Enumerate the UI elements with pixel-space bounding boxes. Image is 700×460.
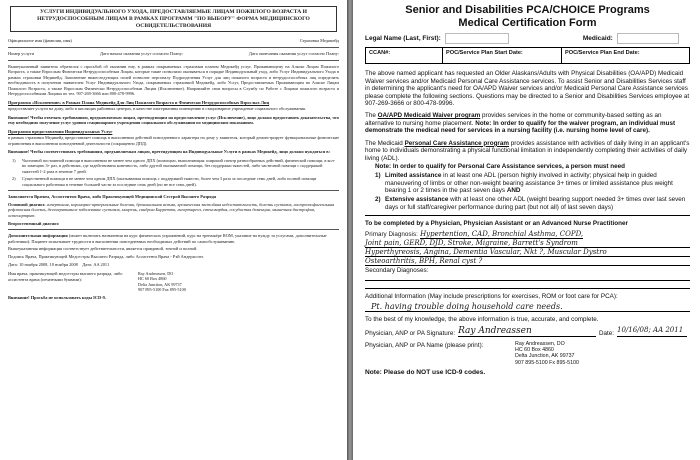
requirement-and: AND bbox=[506, 187, 521, 195]
legal-name-label: Legal Name (Last, First): bbox=[365, 35, 441, 42]
additional-info-handwriting[interactable]: Pt. having trouble doing household care needs. bbox=[365, 302, 690, 312]
date-field[interactable] bbox=[617, 326, 687, 337]
left-poc-end-label: Дата окончания оказания услуг согласно Плану: bbox=[248, 50, 339, 56]
ccan-table bbox=[365, 47, 690, 64]
left-stamp-line: Delta Junction, AK 99737 bbox=[138, 281, 182, 287]
left-document-page bbox=[0, 0, 347, 460]
primary-diagnosis-handwriting: Osteoarthritis, BPH, Renal cyst ? bbox=[365, 257, 690, 266]
requirement-text bbox=[385, 196, 690, 211]
primary-diagnosis-handwriting: Hypertention, CAD, Bronchial Asthma, COPD, bbox=[420, 229, 584, 238]
left-name-row bbox=[8, 38, 339, 44]
pca-note: Note: In order to qualify for Personal Care Assistance services, a person must need bbox=[375, 162, 625, 170]
date-label: Date: bbox=[598, 329, 614, 337]
legal-name-field[interactable] bbox=[445, 33, 509, 44]
primary-diagnosis-handwriting: Joint pain, GERD, DJD, Stroke, Migraine, Barrett's Syndrom bbox=[365, 239, 690, 248]
left-primary-diagnosis bbox=[8, 202, 339, 219]
date-handwriting: 10/16/08; AA 2011 bbox=[617, 325, 684, 334]
requirement-number: 2) bbox=[375, 195, 381, 203]
left-stamp-row bbox=[8, 271, 339, 292]
left-divider bbox=[8, 229, 339, 230]
name-print-label: Physician, ANP or PA Name (please print): bbox=[365, 341, 484, 349]
left-sign-name: Рэй Андерассен. bbox=[172, 254, 204, 260]
requirement-item bbox=[375, 172, 690, 195]
section-divider bbox=[365, 288, 690, 289]
stamp-line: HC 60 Box 4860 bbox=[515, 346, 554, 353]
left-sign-label: Подпись Врача, Практикующей Медсестры Высшего Разряда, либо Ассистента Врача - bbox=[8, 254, 172, 260]
form-title: Senior and Disabilities PCA/CHOICE Programs bbox=[405, 4, 650, 16]
waiver-text: provides services in the home or community-based setting as an alternative to nursing home placement. bbox=[365, 111, 662, 127]
left-item-text: Частичной постоянной помощи в выполнении не менее чем одного ДПХ (помощью, выполняющая: широкий спектр разнообразных действий, физической помощи, в кол-во замещать 3+ раз, в действиях, где задействована конечность, либо другой оказываемой помощи, без поддержки тяжестей, либо частичной помощи с поддержкой тяжестей 1-2 раза в течение 7 дней. bbox=[22, 157, 336, 174]
primary-diagnosis-label: Primary Diagnosis: bbox=[365, 230, 418, 238]
left-name-label: Официальное имя (фамилия, имя) bbox=[8, 38, 72, 44]
pca-text: provides assistance with activities of daily living in an applicant's home to individuals demonstrating a physical functional limitation in independently completing their activities of daily living (ADL). bbox=[365, 139, 690, 162]
left-list-item: 1) Частичной постоянной помощи в выполнении не менее чем одного ДПХ (помощью, выполняющая: широкий спектр разнообразных действий, физической помощи, в кол-во замещать 3+ раз, в действиях, где задействована конечность, либо другой оказываемой помощи, без поддержки тяжестей, либо частичной помощи с поддержкой тяжестей 1-2 раза в течение 7 дней. bbox=[12, 158, 339, 175]
medicaid-field[interactable] bbox=[617, 33, 679, 44]
stamp-line: Delta Junction, AK 99737 bbox=[515, 353, 575, 360]
left-diag-label: Основной диагноз: bbox=[8, 201, 46, 207]
pca-prefix: The Medicaid bbox=[365, 139, 403, 147]
pca-paragraph bbox=[365, 140, 690, 170]
waiver-note: Note: In order to qualify for the waiver program, an individual must demonstrate the medical need for services in a nursing facility (i.e. nursing home level of care). bbox=[365, 119, 676, 135]
primary-diagnosis-field[interactable] bbox=[365, 230, 690, 266]
requirement-detail: in at least one ADL (person highly involved in activity; physical help in guided maneuvering of limbs or other non-weight bearing assistance 3+ times or limited assistance plus weight bearing 1 or 2 times in the past seven days bbox=[385, 172, 673, 195]
left-pca-text: в рамках страховки Медикейд предоставляет помощь в выполнении действий повседневного характера на дому у заявителя, который демонстрирует функциональные физические ограничения в выполнении повседневной деятельности (сокращенно ДПД). bbox=[8, 135, 339, 146]
poc-end-label: POC/Service Plan End Date: bbox=[565, 50, 640, 56]
certify-statement: To the best of my knowledge, the above information is true, accurate, and complete. bbox=[365, 315, 599, 323]
signature-handwriting: Ray Andreassen bbox=[458, 325, 532, 336]
left-stamp-line: HC 60 Box 4860 bbox=[138, 276, 167, 282]
pca-program-name: Personal Care Assistance program bbox=[404, 139, 509, 147]
requirement-item bbox=[375, 196, 690, 211]
left-sign-line bbox=[8, 254, 339, 260]
left-poc-label: Дата начала оказания услуг согласно Плану: bbox=[99, 50, 183, 56]
medicaid-label: Medicaid: bbox=[582, 35, 613, 42]
left-heading-pca: Программа предоставления Индивидуальных Услуг bbox=[8, 128, 113, 134]
left-waiver-note: Внимание! Чтобы отвечать требованиям, предъявляемым лицам, претендующим на предоставление услуг (Исключение), лицо должно предоставить доказательства, что ему необходимо получение услуг уровня стационарного учреждения социального обслуживания по медицинским показаниям. bbox=[8, 114, 339, 126]
left-medicaid-label: Страховка Медикейд bbox=[299, 38, 339, 44]
secondary-diagnosis-label: Secondary Diagnoses: bbox=[365, 266, 429, 274]
form-subtitle: Medical Certification Form bbox=[458, 17, 597, 29]
left-date-suffix: Дата: AA 2011 bbox=[82, 261, 110, 267]
left-stamp-line: 907 895-5100 Fax 895-5100 bbox=[138, 286, 186, 292]
left-extra-text: (может включать назначения на курс физических упражнений, курс на тренажёре ROM, указание на нужду за услугами, дополнительные работники): Пациент испытывает трудности в выполнении повседневных необходимых действий по самообслуживанию. bbox=[8, 233, 327, 244]
left-certify: Вышеуказанная информация соответствует действительности, является правдивой, точной и полной. bbox=[8, 246, 198, 252]
left-divider bbox=[8, 47, 339, 48]
ccan-cell bbox=[366, 48, 443, 63]
left-heading-waiver: Программа «Исключение» в Рамках Плана Медикейд Для Лиц Пожилого Возраста и Физически Нетрудоспособных Взрослых Лиц bbox=[8, 99, 270, 105]
signature-field[interactable] bbox=[458, 326, 596, 337]
left-stamp-line: Ray Andreassen, DO bbox=[138, 271, 174, 277]
left-title-box bbox=[10, 6, 337, 32]
left-secondary-diagnosis: Второстепенный диагноз: bbox=[8, 220, 60, 226]
requirement-bold: Extensive assistance bbox=[385, 195, 449, 203]
left-intro: Вышеуказанный заявитель обратился с просьбой об оказании ему, в рамках покрываемых страховым планом Медикейд услуг, Проживающему на Аляске Лицам Пожилого Возраста, а также Взрослым Физически Нетрудоспособным Лицам, которые такие позволили оказываться в порядке Индивидуальный уход, либо Услуг Индивидуального Ухода в рамках страховки Медикейд. Заполнение нижеследующих полей позволит персоналу Подразделения Услуг для лиц пожилого возраста и нетрудоспособных лиц определить необходимость в получении заявителем Услуг Индивидуального Ухода, покрываемых страховкой Медикейд, либо Услуг, Предоставляемых Проживающим на Аляске Лицам Пожилого Возраста, а также Взрослым Физически Нетрудоспособным Лицам (Исключение). Направляйте свои вопросы в Службу по Работе с Лицами пожилого возраста и Нетрудоспособными Лицами по тел. 907-269-3666 или 800-478-9996. bbox=[8, 63, 339, 97]
completed-by-heading: To be completed by a Physician, Physician Assistant or an Advanced Nurse Practitioner bbox=[365, 220, 628, 228]
section-divider bbox=[365, 215, 690, 216]
requirement-text bbox=[385, 172, 690, 195]
signature-row bbox=[365, 326, 690, 337]
left-diag-text: гипертония, коронарно-артериальные болезни, бронхиальная астма, хроническая застойная недостаточность, болезнь суставов, гастроэзофагеальная рефлюксная болезнь, дегенеративное заболевание суставов, мигрень, синдром Барретта, гипертиреоз, стенокардия, сосудистая деменция, мышечная дистрофия, остеоартрит. bbox=[8, 201, 335, 219]
poc-start-label: POC/Service Plan Start Date: bbox=[446, 50, 523, 56]
left-date-text: Дата: 10 ноября 2008, 10 ноября 2008 bbox=[8, 261, 78, 267]
stamp-line: 907 895-5100 Fx 895-5100 bbox=[515, 359, 579, 366]
left-doctor-line: Заполняется Врачом, Ассистентом Врача, либо Практикующей Медицинской Сестрой Высшего Разряда bbox=[8, 194, 217, 200]
legal-name-row bbox=[365, 33, 690, 44]
requirement-detail: with at least one other ADL (weight bearing support needed 3+ times over last seven days or full staff/caregiver performance during part (but not all) of last seven days) bbox=[385, 195, 686, 211]
left-extra-label: Дополнительная информация bbox=[8, 233, 68, 239]
waiver-program-name: OA/APD Medicaid Waiver program bbox=[377, 111, 481, 119]
left-stamp bbox=[138, 271, 186, 292]
left-note: Внимание! Просьба не использовать коды ICD-9. bbox=[8, 295, 106, 301]
ccan-label: CCAN#: bbox=[369, 50, 391, 56]
requirement-bold: Limited assistance bbox=[385, 172, 442, 180]
left-list-item: 2) Существенной помощи в не менее чем одном ДПХ (оказываемая помощь с поддержкой тяжести, более чем 3 раза за последние семь дней, либо полной помощи социального работника в течение большей части за последние семь дней (но не все семь дней). bbox=[12, 176, 339, 187]
poc-start-cell bbox=[443, 48, 562, 63]
waiver-prefix: The bbox=[365, 111, 376, 119]
left-ccan-row bbox=[8, 51, 339, 57]
name-print-field[interactable] bbox=[486, 339, 687, 349]
primary-diagnosis-handwriting: Hyperthyreosis, Angina, Dementia Vascular, Nkt ?, Muscular Dystro bbox=[365, 248, 690, 257]
stamp-line: Ray Andreassen, DO bbox=[515, 340, 565, 347]
waiver-paragraph bbox=[365, 112, 690, 135]
requirement-number: 1) bbox=[375, 172, 381, 180]
right-document-page bbox=[353, 0, 700, 460]
left-item-text: Существенной помощи в не менее чем одном ДПХ (оказываемая помощь с поддержкой тяжести, более чем 3 раза за последние семь дней, либо полной помощи социального работника в течение большей части за последние семь дней (но не все семь дней). bbox=[22, 176, 317, 187]
left-pca-note: Внимание! Чтобы соответствовать требованиям, предъявляемым лицам, претендующим на Индивидуальные Услуги в рамках Медикейд, лицо должно нуждаться в: bbox=[8, 149, 331, 155]
poc-end-cell bbox=[562, 48, 689, 63]
left-title: УСЛУГИ ИНДИВИДУАЛЬНОГО УХОДА, ПРЕДОСТАВЛЯЕМЫЕ ЛИЦАМ ПОЖИЛОГО ВОЗРАСТА И НЕТРУДОСПОСОБНЫМ ЛИЦАМ В РАМКАХ ПРОГРАММ "ПО ВЫБОРУ" ФОРМА МЕДИЦИНСКОГО ОСВИДЕТЕЛЬСТВОВАНИЯ bbox=[37, 9, 310, 29]
name-print-row bbox=[365, 339, 690, 349]
intro-paragraph: The above named applicant has requested an Older Alaskans/Adults with Physical Disabilities (OA/APD) Medicaid Waiver services and/or Medicaid Personal Care Assistance services. To assist Senior and Disabilities Services staff in determining the applicant's need for OA/APD Waiver services and/or Medicaid Personal Care Assistance services please complete the following sections. Questions may be directed to a Senior and Disabilities Services employee at 907-269-3666 or 800-478-9996. bbox=[365, 70, 690, 108]
left-divider bbox=[8, 190, 339, 191]
secondary-diagnosis-field[interactable] bbox=[365, 267, 690, 281]
left-date-line bbox=[8, 262, 339, 268]
left-waiver-text: предоставляет услуги на дому, либо в кислящих районных центрах, в качестве альтернативы помещению в стационарное учреждение социального обслуживания. bbox=[8, 106, 306, 112]
left-stamp-label: Имя врача, практикующей медсестры высшего разряда, либо ассистента врача (печатными буквами): bbox=[8, 271, 123, 282]
signature-label: Physician, ANP or PA Signature: bbox=[365, 329, 456, 337]
left-divider bbox=[8, 60, 339, 61]
additional-info-label: Additional Information (May include prescriptions for exercises, ROM or foot care for PCA): bbox=[365, 292, 618, 300]
left-ccan-label: Номер услуги bbox=[8, 50, 34, 56]
left-extra-info bbox=[8, 233, 339, 244]
icd9-note: Note: Please do NOT use ICD-9 codes. bbox=[365, 368, 486, 376]
